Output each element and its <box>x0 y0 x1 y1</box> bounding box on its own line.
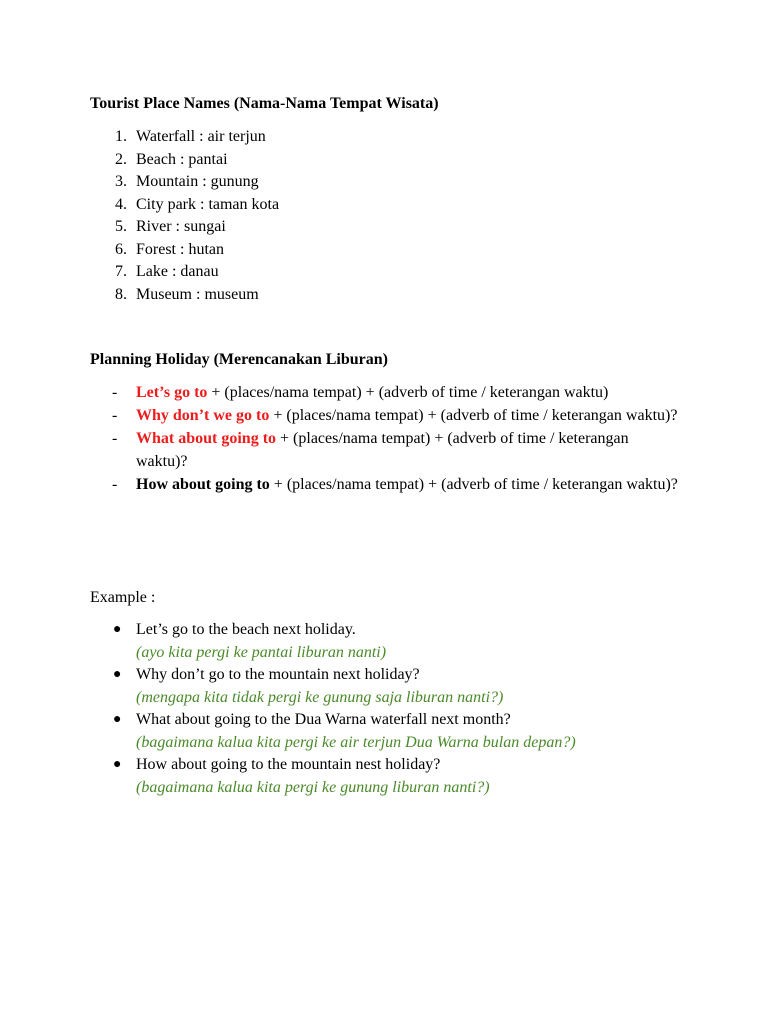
example-label: Example : <box>90 589 156 606</box>
list-item-text: Museum : museum <box>136 285 259 303</box>
highlight-phrase: Why don’t we go to <box>136 407 270 424</box>
list-item <box>0 473 768 496</box>
dash-marker: - <box>112 476 118 493</box>
example-sentence: How about going to the mountain nest holiday? <box>136 756 441 773</box>
bullet-icon: ● <box>113 622 122 637</box>
list-item <box>0 194 768 217</box>
example-list <box>0 619 768 799</box>
list-item <box>0 149 768 172</box>
list-item <box>0 126 768 149</box>
phrase-pattern: + (places/nama tempat) + (adverb of time / keterangan waktu)? <box>136 430 629 470</box>
example-translation: (mengapa kita tidak pergi ke gunung saja liburan nanti?) <box>136 688 504 706</box>
list-number: 4. <box>115 195 127 213</box>
list-item <box>0 171 768 194</box>
example-translation: (bagaimana kalua kita pergi ke gunung liburan nanti?) <box>136 778 490 796</box>
bullet-icon: ● <box>113 712 122 727</box>
list-number: 3. <box>115 173 127 190</box>
example-sentence: Let’s go to the beach next holiday. <box>136 621 356 638</box>
list-item <box>0 239 768 262</box>
list-item <box>0 261 768 284</box>
bullet-icon: ● <box>113 667 122 682</box>
dash-marker: - <box>112 430 118 447</box>
phrase-pattern: + (places/nama tempat) + (adverb of time / keterangan waktu)? <box>269 476 678 493</box>
list-number: 2. <box>115 150 127 168</box>
list-item-text: Beach : pantai <box>136 150 228 168</box>
phrase-pattern: + (places/nama tempat) + (adverb of time / keterangan waktu) <box>207 384 609 401</box>
example-sentence: What about going to the Dua Warna waterfall next month? <box>136 711 511 728</box>
example-sentence: Why don’t go to the mountain next holiday? <box>136 666 420 683</box>
example-translation: (bagaimana kalua kita pergi ke air terjun Dua Warna bulan depan?) <box>136 733 576 751</box>
list-item-text: Waterfall : air terjun <box>136 128 266 145</box>
list-item <box>0 619 768 664</box>
list-item <box>0 664 768 709</box>
list-item-text: Lake : danau <box>136 263 219 280</box>
list-item <box>0 754 768 799</box>
planning-phrase-list <box>0 381 768 496</box>
list-item <box>0 709 768 754</box>
bullet-icon: ● <box>113 757 122 772</box>
highlight-phrase: Let’s go to <box>136 384 208 401</box>
list-number: 1. <box>115 128 127 145</box>
list-item-text: Mountain : gunung <box>136 173 259 190</box>
phrase-pattern: + (places/nama tempat) + (adverb of time / keterangan waktu)? <box>269 407 678 424</box>
section-title-tourist-places: Tourist Place Names (Nama-Nama Tempat Wisata) <box>90 95 439 112</box>
dash-marker: - <box>112 384 118 401</box>
tourist-place-list <box>0 126 768 306</box>
list-number: 5. <box>115 218 127 235</box>
list-item-text: City park : taman kota <box>136 195 280 213</box>
list-number: 7. <box>115 263 127 280</box>
list-item-text: Forest : hutan <box>136 240 224 258</box>
dash-marker: - <box>112 407 118 424</box>
section-title-planning-holiday: Planning Holiday (Merencanakan Liburan) <box>90 351 388 368</box>
list-item <box>0 404 768 427</box>
bold-phrase: How about going to <box>136 476 270 493</box>
list-item <box>0 381 768 404</box>
example-translation: (ayo kita pergi ke pantai liburan nanti) <box>136 643 387 661</box>
list-number: 6. <box>115 240 127 258</box>
list-item <box>0 427 768 473</box>
list-number: 8. <box>115 285 127 303</box>
highlight-phrase: What about going to <box>136 430 277 447</box>
list-item <box>0 216 768 239</box>
list-item <box>0 284 768 307</box>
list-item-text: River : sungai <box>136 218 226 235</box>
